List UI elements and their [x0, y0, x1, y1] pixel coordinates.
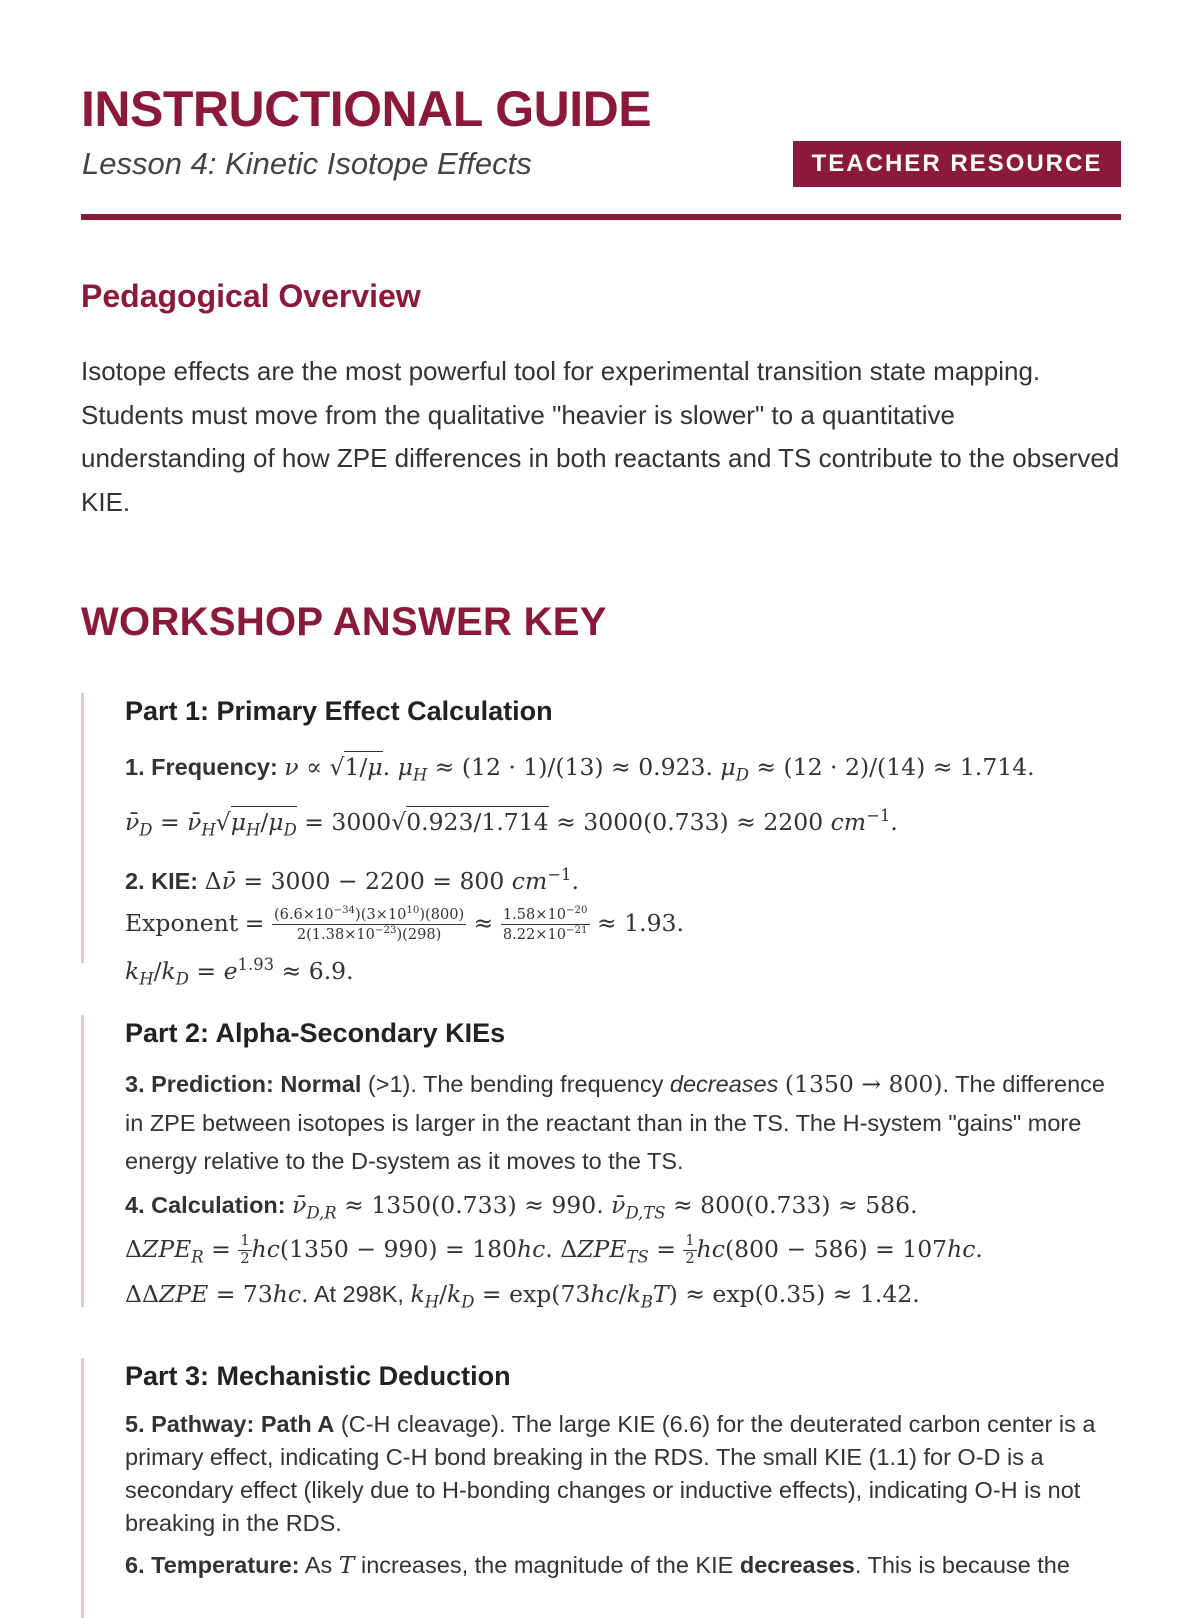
answer-3-emphasis: decreases: [669, 1071, 779, 1097]
answer-2: [125, 854, 1126, 1000]
exponent-math: = $\frac{(6.6\times 10^{-34})(3\times 10^{10})(800)}{2(1.38\times 10^{-23})(298)}$ ≈ $\frac{1.58\times 10^{-20}}{8.22\times 10^{-21}}$ ≈ 1.93.: [244, 905, 684, 943]
answer-4-math-1: $\nū_{D,R} \approx 1350(0.733) \approx 990$. $\nū_{D,TS} \approx 800(0.733) \approx 586$.: [292, 1190, 918, 1223]
answer-3-math: (1350 → 800): [784, 1070, 943, 1098]
overview-body: Isotope effects are the most powerful tool for experimental transition state mapping. Students must move from the qualitative "heavier is slower" to a quantitative understanding of how ZPE differences in both reactants and TS contribute to the observed KIE.: [81, 356, 1120, 517]
answer-1-math-2: $\nū_D$ = $\nū_H√\mu_H/\mu_D = 3000√0.923/1.714 \approx 3000(0.733) \approx 2200$ $cm^{-1}$.: [125, 805, 898, 840]
answer-6-text-c: . This is because the: [854, 1552, 1070, 1578]
answer-4-text-at: At 298K,: [313, 1280, 404, 1307]
part-1-title: Part 1: Primary Effect Calculation: [125, 696, 553, 726]
answer-3-bold: Normal: [280, 1071, 362, 1097]
answer-4-math-4: $k_H/k_D = \exp(73hc/k_BT) \approx \exp(0.35) \approx 1.42$.: [410, 1279, 920, 1312]
answer-4-label: 4. Calculation:: [125, 1191, 286, 1218]
answer-5: [125, 1408, 1126, 1540]
part-3-block: [81, 1358, 1126, 1618]
answer-2-math: Δν̄ = 3000 − 2200 = 800 $cm^{-1}$.: [204, 865, 579, 896]
answer-1-label: 1. Frequency:: [125, 754, 278, 780]
header-divider: [81, 214, 1121, 220]
part-3-title: Part 3: Mechanistic Deduction: [125, 1361, 511, 1391]
answer-1-math: ν ∝ √1/μ. $\mu_H \approx (12 \cdot 1)/(13) \approx 0.923$. $\mu_D \approx (12 \cdot 2)/(14) \approx 1.714$.: [284, 753, 1035, 785]
part-2-title: Part 2: Alpha-Secondary KIEs: [125, 1018, 506, 1048]
answer-4-math-2: $\Delta ZPE_R$ = $\frac{1}{2}$ hc(1350 − 990) = 180hc. $\Delta ZPE_{TS}$ = $\frac{1}{2}$ hc(800 − 586) = 107hc.: [125, 1232, 983, 1268]
part-2-block: [81, 1015, 1126, 1312]
answer-6-bold: decreases: [739, 1552, 855, 1578]
exponent-word: Exponent: [125, 909, 239, 938]
answer-6: [125, 1549, 1126, 1582]
answer-5-bold: Path A: [260, 1411, 335, 1437]
part-1-block: [81, 693, 1126, 989]
answer-6-math-t: T: [338, 1551, 355, 1579]
teacher-resource-badge: TEACHER RESOURCE: [793, 141, 1121, 187]
answer-3-text-b: . The difference in ZPE between isotopes is larger in the reactant than in the TS. The H-system "gains" more energy relative to the D-system as it moves to the TS.: [125, 1071, 1105, 1174]
answer-5-text: (C-H cleavage). The large KIE (6.6) for the deuterated carbon center is a primary effect, indicating C-H bond breaking in the RDS. The small KIE (1.1) for O-D is a secondary effect (likely due to H-bonding changes or inductive effects), indicating O-H is not breaking in the RDS.: [125, 1411, 1096, 1536]
lesson-subtitle: Lesson 4: Kinetic Isotope Effects: [82, 146, 532, 181]
kie-result-math: $k_H/k_D = e^{1.93} \approx 6.9$.: [125, 955, 354, 989]
answer-6-label: 6. Temperature:: [125, 1552, 300, 1578]
answer-1: [125, 747, 1126, 850]
answer-2-label: 2. KIE:: [125, 868, 199, 895]
answer-key-heading: WORKSHOP ANSWER KEY: [81, 600, 607, 644]
answer-3-label: 3. Prediction:: [125, 1071, 274, 1097]
answer-3-text-a: (>1). The bending frequency: [367, 1071, 664, 1097]
guide-title: INSTRUCTIONAL GUIDE: [81, 81, 652, 137]
answer-6-text-a: As: [304, 1552, 333, 1578]
answer-4: [125, 1187, 1126, 1321]
overview-heading: Pedagogical Overview: [81, 278, 421, 314]
answer-6-text-b: increases, the magnitude of the KIE: [361, 1552, 734, 1578]
answer-3: [125, 1065, 1126, 1181]
answer-5-label: 5. Pathway:: [125, 1411, 255, 1437]
answer-4-math-3: ΔΔZPE = 73hc.: [125, 1279, 309, 1308]
